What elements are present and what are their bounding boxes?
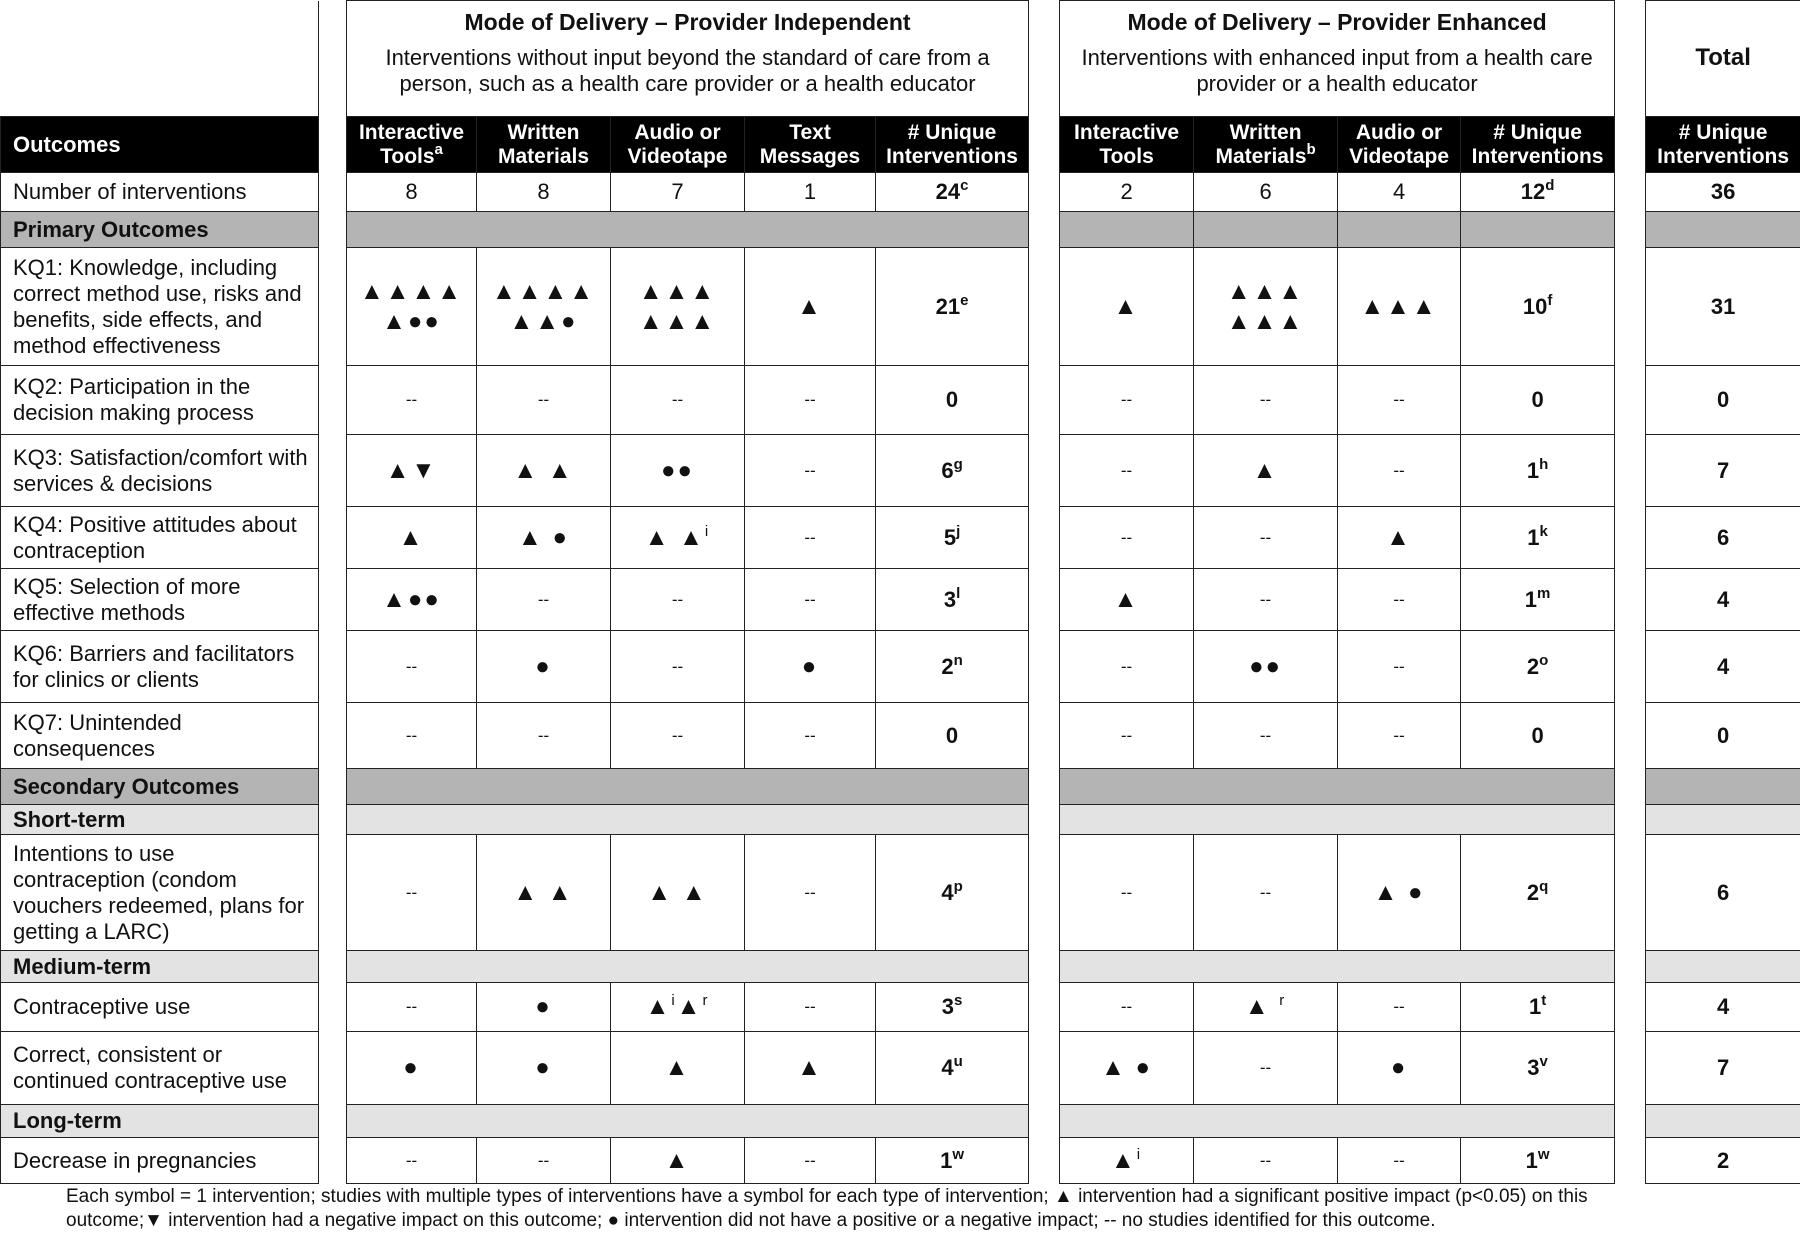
cell-symbols: -- xyxy=(1060,507,1194,569)
col-pe-written: Written Materials$^b$ xyxy=(1194,117,1338,173)
section-secondary-outcomes xyxy=(1,769,1800,805)
cell-symbols: ▲ xyxy=(1338,507,1461,569)
cell-symbols: -- xyxy=(1338,435,1461,507)
cell-symbols: -- xyxy=(611,703,745,769)
section-label: Medium-term xyxy=(1,951,319,983)
cell-symbols: ▲$^i$▲$^r$ xyxy=(611,983,745,1032)
col-pi-audio: Audio or Videotape xyxy=(611,117,745,173)
cell-unique: 0 xyxy=(1461,366,1615,435)
cell-total: 6 xyxy=(1646,835,1800,951)
mode-independent-desc: Interventions without input beyond the standard of care from a person, such as a health care provider or a health educator xyxy=(385,45,990,96)
cell-total: 0 xyxy=(1646,366,1800,435)
cell-symbols: -- xyxy=(1060,366,1194,435)
cell-unique: 21e xyxy=(876,248,1029,366)
section-label: Short-term xyxy=(1,805,319,835)
cell-symbols: -- xyxy=(1060,835,1194,951)
row-label: Correct, consistent or continued contraceptive use xyxy=(1,1032,319,1105)
table-row xyxy=(1,1138,1800,1184)
cell-value: 8 xyxy=(347,173,477,212)
cell-unique: 5$^j$ xyxy=(876,507,1029,569)
cell-symbols: -- xyxy=(745,703,876,769)
cell-total: 31 xyxy=(1646,248,1800,366)
cell-symbols: ▲●● xyxy=(347,569,477,631)
section-label: Secondary Outcomes xyxy=(1,769,319,805)
cell-unique: 2$^o$ xyxy=(1461,631,1615,703)
cell-unique: 0 xyxy=(1461,703,1615,769)
cell-symbols: -- xyxy=(477,1138,611,1184)
cell-total: 4 xyxy=(1646,983,1800,1032)
cell-symbols: ●● xyxy=(1194,631,1338,703)
cell-total: 6 xyxy=(1646,507,1800,569)
column-header-row xyxy=(1,117,1800,173)
cell-symbols: ▲ xyxy=(611,1138,745,1184)
number-of-interventions-row xyxy=(1,173,1800,212)
section-long-term xyxy=(1,1105,1800,1138)
cell-symbols: ▲$^i$ xyxy=(1060,1138,1194,1184)
cell-value: 2 xyxy=(1060,173,1194,212)
mode-enhanced-header xyxy=(1060,1,1615,117)
cell-unique: 4$^u$ xyxy=(876,1032,1029,1105)
cell-symbols: -- xyxy=(745,507,876,569)
mode-independent-title: Mode of Delivery – Provider Independent xyxy=(464,9,911,35)
col-pi-unique: # Unique Interventions xyxy=(876,117,1029,173)
cell-symbols: ●● xyxy=(611,435,745,507)
cell-symbols: -- xyxy=(347,631,477,703)
cell-symbols: -- xyxy=(611,631,745,703)
mode-independent-header xyxy=(347,1,1029,117)
cell-total: 36 xyxy=(1646,173,1800,212)
table-row xyxy=(1,631,1800,703)
section-short-term xyxy=(1,805,1800,835)
cell-symbols: -- xyxy=(1338,703,1461,769)
cell-value: 4 xyxy=(1338,173,1461,212)
row-label: KQ2: Participation in the decision making process xyxy=(1,366,319,435)
cell-symbols: -- xyxy=(347,835,477,951)
cell-symbols: -- xyxy=(745,983,876,1032)
cell-symbols: -- xyxy=(745,569,876,631)
cell-unique: 2$^q$ xyxy=(1461,835,1615,951)
cell-symbols: ▲ xyxy=(1060,569,1194,631)
cell-symbols: -- xyxy=(1338,631,1461,703)
section-medium-term xyxy=(1,951,1800,983)
row-label: Intentions to use contraception (condom vouchers redeemed, plans for getting a LARC) xyxy=(1,835,319,951)
row-label: KQ4: Positive attitudes about contraception xyxy=(1,507,319,569)
cell-symbols: ▲ ● xyxy=(1060,1032,1194,1105)
cell-symbols: -- xyxy=(477,366,611,435)
cell-total: 7 xyxy=(1646,435,1800,507)
cell-symbols: -- xyxy=(347,1138,477,1184)
cell-value: 7 xyxy=(611,173,745,212)
row-label: KQ1: Knowledge, including correct method use, risks and benefits, side effects, and method effectiveness xyxy=(1,248,319,366)
table-row xyxy=(1,703,1800,769)
col-pi-written: Written Materials xyxy=(477,117,611,173)
cell-symbols: -- xyxy=(745,435,876,507)
cell-unique: 0 xyxy=(876,703,1029,769)
total-title: Total xyxy=(1695,44,1751,71)
cell-symbols: -- xyxy=(745,366,876,435)
cell-value: 8 xyxy=(477,173,611,212)
cell-symbols: -- xyxy=(1060,435,1194,507)
cell-symbols: -- xyxy=(1060,631,1194,703)
cell-unique: 6$^g$ xyxy=(876,435,1029,507)
cell-unique: 1$^w$ xyxy=(1461,1138,1615,1184)
cell-symbols: -- xyxy=(347,366,477,435)
cell-symbols: -- xyxy=(1060,703,1194,769)
cell-symbols: -- xyxy=(1194,1138,1338,1184)
table-row xyxy=(1,366,1800,435)
section-primary-outcomes xyxy=(1,212,1800,248)
footnote-line-1: Each symbol = 1 intervention; studies with multiple types of interventions have a symbol for each type of intervention; ▲ intervention had a significant positive impact (p<0.05) on this xyxy=(66,1186,1588,1207)
cell-symbols: -- xyxy=(1338,569,1461,631)
table-row xyxy=(1,835,1800,951)
total-header xyxy=(1646,1,1800,117)
cell-symbols: -- xyxy=(1338,366,1461,435)
cell-symbols: ▲ ▲ xyxy=(611,835,745,951)
cell-symbols: ● xyxy=(477,631,611,703)
row-label: Decrease in pregnancies xyxy=(1,1138,319,1184)
col-pe-interactive: Interactive Tools xyxy=(1060,117,1194,173)
section-label: Primary Outcomes xyxy=(1,212,319,248)
cell-unique: 10$^f$ xyxy=(1461,248,1615,366)
cell-total: 2 xyxy=(1646,1138,1800,1184)
section-label: Long-term xyxy=(1,1105,319,1138)
table-row xyxy=(1,248,1800,366)
cell-symbols: ▲ xyxy=(745,1032,876,1105)
cell-unique: 2$^n$ xyxy=(876,631,1029,703)
cell-symbols: ▲ ▲$^i$ xyxy=(611,507,745,569)
cell-unique: 1$^h$ xyxy=(1461,435,1615,507)
table-row xyxy=(1,569,1800,631)
col-pi-interactive: Interactive Tools$^a$ xyxy=(347,117,477,173)
col-pe-unique: # Unique Interventions xyxy=(1461,117,1615,173)
cell-symbols: -- xyxy=(1194,835,1338,951)
cell-unique: 0 xyxy=(876,366,1029,435)
cell-symbols: -- xyxy=(745,1138,876,1184)
cell-unique: 1$^w$ xyxy=(876,1138,1029,1184)
cell-value: 6 xyxy=(1194,173,1338,212)
cell-unique: 12$^d$ xyxy=(1461,173,1615,212)
cell-symbols: ▲▲▲▲ ▲▲● xyxy=(477,248,611,366)
cell-unique: 3$^s$ xyxy=(876,983,1029,1032)
col-pe-audio: Audio or Videotape xyxy=(1338,117,1461,173)
cell-symbols: ● xyxy=(477,1032,611,1105)
cell-symbols: -- xyxy=(347,703,477,769)
footnote-line-2: outcome;▼ intervention had a negative impact on this outcome; ● intervention did not have a positive or a negative impact; -- no studies identified for this outcome. xyxy=(66,1210,1436,1231)
cell-unique: 3$^v$ xyxy=(1461,1032,1615,1105)
cell-symbols: ● xyxy=(1338,1032,1461,1105)
row-label: KQ3: Satisfaction/comfort with services & decisions xyxy=(1,435,319,507)
cell-unique: 24$^c$ xyxy=(876,173,1029,212)
cell-value: 1 xyxy=(745,173,876,212)
cell-symbols: ● xyxy=(745,631,876,703)
row-label: KQ7: Unintended consequences xyxy=(1,703,319,769)
cell-symbols: -- xyxy=(611,366,745,435)
cell-symbols: ▲ xyxy=(1194,435,1338,507)
table-row xyxy=(1,983,1800,1032)
table-row xyxy=(1,1032,1800,1105)
mode-enhanced-desc: Interventions with enhanced input from a health care provider or a health educator xyxy=(1081,45,1593,96)
cell-symbols: ▲ xyxy=(745,248,876,366)
cell-total: 4 xyxy=(1646,569,1800,631)
cell-unique: 4$^p$ xyxy=(876,835,1029,951)
cell-unique: 1$^t$ xyxy=(1461,983,1615,1032)
cell-symbols: ▲▲▲ ▲▲▲ xyxy=(1194,248,1338,366)
cell-symbols: -- xyxy=(347,983,477,1032)
cell-symbols: ● xyxy=(477,983,611,1032)
cell-symbols: -- xyxy=(1194,1032,1338,1105)
cell-symbols: ▲ xyxy=(347,507,477,569)
table-row xyxy=(1,507,1800,569)
cell-symbols: ▲ xyxy=(1060,248,1194,366)
cell-symbols: -- xyxy=(1194,507,1338,569)
cell-symbols: -- xyxy=(1338,1138,1461,1184)
cell-total: 0 xyxy=(1646,703,1800,769)
cell-symbols: -- xyxy=(477,703,611,769)
header-blank xyxy=(1,1,319,117)
mode-enhanced-title: Mode of Delivery – Provider Enhanced xyxy=(1127,9,1547,35)
col-total-unique: # Unique Interventions xyxy=(1646,117,1800,173)
cell-symbols: -- xyxy=(1060,983,1194,1032)
cell-symbols: ▲▼ xyxy=(347,435,477,507)
row-label: KQ6: Barriers and facilitators for clinics or clients xyxy=(1,631,319,703)
cell-total: 7 xyxy=(1646,1032,1800,1105)
cell-unique: 1$^m$ xyxy=(1461,569,1615,631)
cell-total: 4 xyxy=(1646,631,1800,703)
cell-symbols: -- xyxy=(1194,569,1338,631)
cell-symbols: ▲ ● xyxy=(1338,835,1461,951)
table-row xyxy=(1,435,1800,507)
cell-symbols: -- xyxy=(1194,366,1338,435)
mode-header-row xyxy=(1,1,1800,117)
cell-symbols: -- xyxy=(1194,703,1338,769)
cell-symbols: -- xyxy=(745,835,876,951)
col-outcomes: Outcomes xyxy=(1,117,319,173)
row-label: Number of interventions xyxy=(1,173,319,212)
cell-symbols: ▲▲▲ xyxy=(1338,248,1461,366)
cell-symbols: ▲ xyxy=(611,1032,745,1105)
cell-symbols: -- xyxy=(1338,983,1461,1032)
cell-symbols: -- xyxy=(477,569,611,631)
cell-symbols: ▲ $^r$ xyxy=(1194,983,1338,1032)
cell-symbols: ▲ ▲ xyxy=(477,435,611,507)
table-footnote xyxy=(66,1185,1766,1233)
cell-symbols: ▲ ● xyxy=(477,507,611,569)
col-pi-text: Text Messages xyxy=(745,117,876,173)
cell-symbols: -- xyxy=(611,569,745,631)
cell-symbols: ▲▲▲▲ ▲●● xyxy=(347,248,477,366)
cell-unique: 3$^l$ xyxy=(876,569,1029,631)
cell-symbols: ▲▲▲ ▲▲▲ xyxy=(611,248,745,366)
cell-symbols: ● xyxy=(347,1032,477,1105)
row-label: KQ5: Selection of more effective methods xyxy=(1,569,319,631)
row-label: Contraceptive use xyxy=(1,983,319,1032)
cell-unique: 1$^k$ xyxy=(1461,507,1615,569)
cell-symbols: ▲ ▲ xyxy=(477,835,611,951)
